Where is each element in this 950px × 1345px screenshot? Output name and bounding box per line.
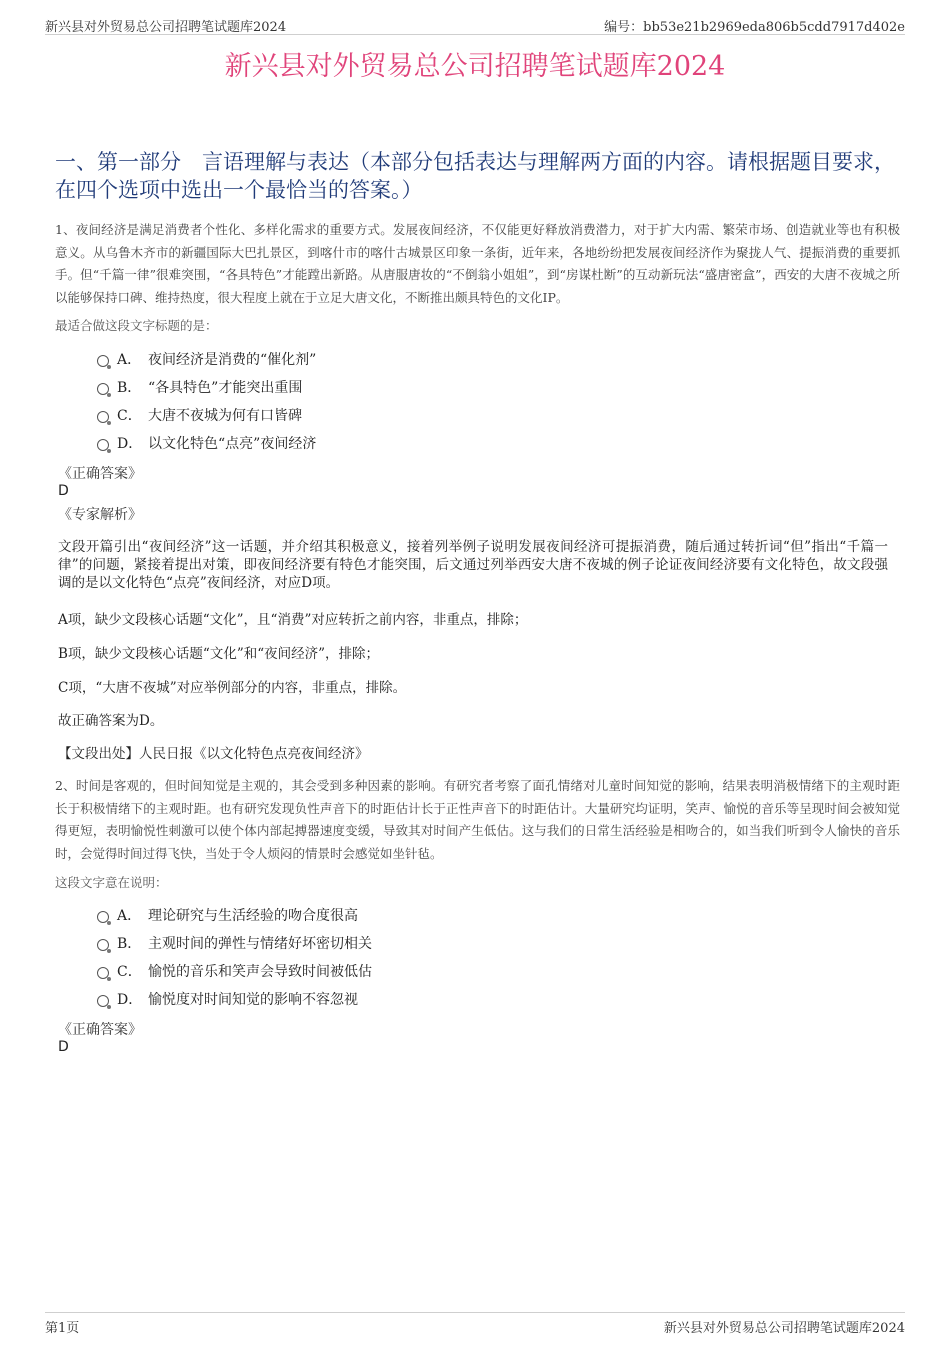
q1-answer: D (58, 483, 69, 499)
radio-icon[interactable] (97, 439, 109, 451)
option-letter: D． (117, 436, 143, 452)
option-letter: B． (117, 380, 142, 396)
page-number: 第1页 (45, 1321, 80, 1336)
option-letter: B． (117, 936, 142, 952)
option-letter: C． (117, 964, 142, 980)
radio-icon[interactable] (97, 939, 109, 951)
q1-analysis-a: A项，缺少文段核心话题“文化”，且“消费”对应转折之前内容，非重点，排除； (58, 612, 528, 628)
option-text: 以文化特色“点亮”夜间经济 (148, 436, 317, 452)
q1-conclusion: 故正确答案为D。 (58, 713, 164, 729)
q1-prompt: 最适合做这段文字标题的是： (55, 318, 218, 333)
option-text: 夜间经济是消费的“催化剂” (148, 352, 317, 368)
q1-answer-label: 《正确答案》 (58, 466, 142, 482)
q1-analysis-label: 《专家解析》 (58, 507, 142, 523)
radio-icon[interactable] (97, 411, 109, 423)
option-text: 愉悦度对时间知觉的影响不容忽视 (148, 992, 358, 1008)
q2-prompt: 这段文字意在说明： (55, 875, 168, 890)
q2-passage: 2、时间是客观的，但时间知觉是主观的，其会受到多种因素的影响。有研究者考察了面孔情绪对儿童时间知觉的影响，结果表明消极情绪下的主观时距长于积极情绪下的主观时距。也有研究发现负性声音下的时距估计长于正性声音下的时距估计。大量研究均证明，笑声、愉悦的音乐等呈现时间会被知觉得更短，表明愉悦性刺激可以使个体内部起搏器速度变缓，导致其对时间产生低估。这与我们的日常生活经验是相吻合的，如当我们听到令人愉快的音乐时，会觉得时间过得飞快，当处于令人烦闷的情景时会感觉如坐针毡。 (55, 778, 900, 861)
option-text: 主观时间的弹性与情绪好坏密切相关 (148, 936, 372, 952)
q2-answer: D (58, 1039, 69, 1055)
q2-option-b[interactable] (95, 930, 795, 958)
header-doc-name: 新兴县对外贸易总公司招聘笔试题库2024 (45, 20, 287, 35)
q2-option-c[interactable] (95, 958, 795, 986)
radio-icon[interactable] (97, 995, 109, 1007)
q1-source: 【文段出处】人民日报《以文化特色点亮夜间经济》 (58, 746, 369, 762)
radio-icon[interactable] (97, 967, 109, 979)
q1-options (95, 346, 795, 458)
q2-options (95, 902, 795, 1014)
q1-option-b[interactable] (95, 374, 795, 402)
q1-option-a[interactable] (95, 346, 795, 374)
footer-doc-name: 新兴县对外贸易总公司招聘笔试题库2024 (663, 1321, 905, 1336)
q1-analysis-c: C项，“大唐不夜城”对应举例部分的内容，非重点，排除。 (58, 680, 407, 696)
option-text: 愉悦的音乐和笑声会导致时间被低估 (148, 964, 372, 980)
document-title: 新兴县对外贸易总公司招聘笔试题库2024 (224, 51, 726, 82)
q1-option-c[interactable] (95, 402, 795, 430)
q1-option-d[interactable] (95, 430, 795, 458)
radio-icon[interactable] (97, 383, 109, 395)
option-letter: A． (117, 908, 142, 924)
page-header (45, 14, 905, 35)
option-letter: D． (117, 992, 143, 1008)
option-text: 大唐不夜城为何有口皆碑 (148, 408, 302, 424)
page-footer (45, 1312, 905, 1335)
q1-analysis-b: B项，缺少文段核心话题“文化”和“夜间经济”，排除； (58, 646, 380, 662)
option-text: “各具特色”才能突出重围 (148, 380, 303, 396)
radio-icon[interactable] (97, 355, 109, 367)
radio-icon[interactable] (97, 911, 109, 923)
q2-option-d[interactable] (95, 986, 795, 1014)
q2-option-a[interactable] (95, 902, 795, 930)
q1-passage: 1、夜间经济是满足消费者个性化、多样化需求的重要方式。发展夜间经济，不仅能更好释放消费潜力，对于扩大内需、繁荣市场、创造就业等也有积极意义。从乌鲁木齐市的新疆国际大巴扎景区，到喀什市的喀什古城景区印象一条街，近年来，各地纷纷把发展夜间经济作为聚拢人气、提振消费的重要抓手。但“千篇一律”很难突围，“各具特色”才能蹚出新路。从唐服唐妆的“不倒翁小姐姐”，到“房谋杜断”的互动新玩法“盛唐密盒”，西安的大唐不夜城之所以能够保持口碑、维持热度，很大程度上就在于立足大唐文化，不断推出颇具特色的文化IP。 (55, 222, 900, 305)
section-title: 一、第一部分 言语理解与表达（本部分包括表达与理解两方面的内容。请根据题目要求，在四个选项中选出一个最恰当的答案。） (55, 150, 895, 202)
option-letter: A． (117, 352, 142, 368)
q1-analysis: 文段开篇引出“夜间经济”这一话题，并介绍其积极意义，接着列举例子说明发展夜间经济可提振消费，随后通过转折词“但”指出“千篇一律”的问题，紧接着提出对策，即夜间经济要有特色才能突围，后文通过列举西安大唐不夜城的例子论证夜间经济要有文化特色，故文段强调的是以文化特色“点亮”夜间经济，对应D项。 (58, 539, 888, 591)
header-doc-id: 编号：bb53e21b2969eda806b5cdd7917d402e (604, 20, 905, 35)
option-text: 理论研究与生活经验的吻合度很高 (148, 908, 358, 924)
option-letter: C． (117, 408, 142, 424)
q2-answer-label: 《正确答案》 (58, 1022, 142, 1038)
